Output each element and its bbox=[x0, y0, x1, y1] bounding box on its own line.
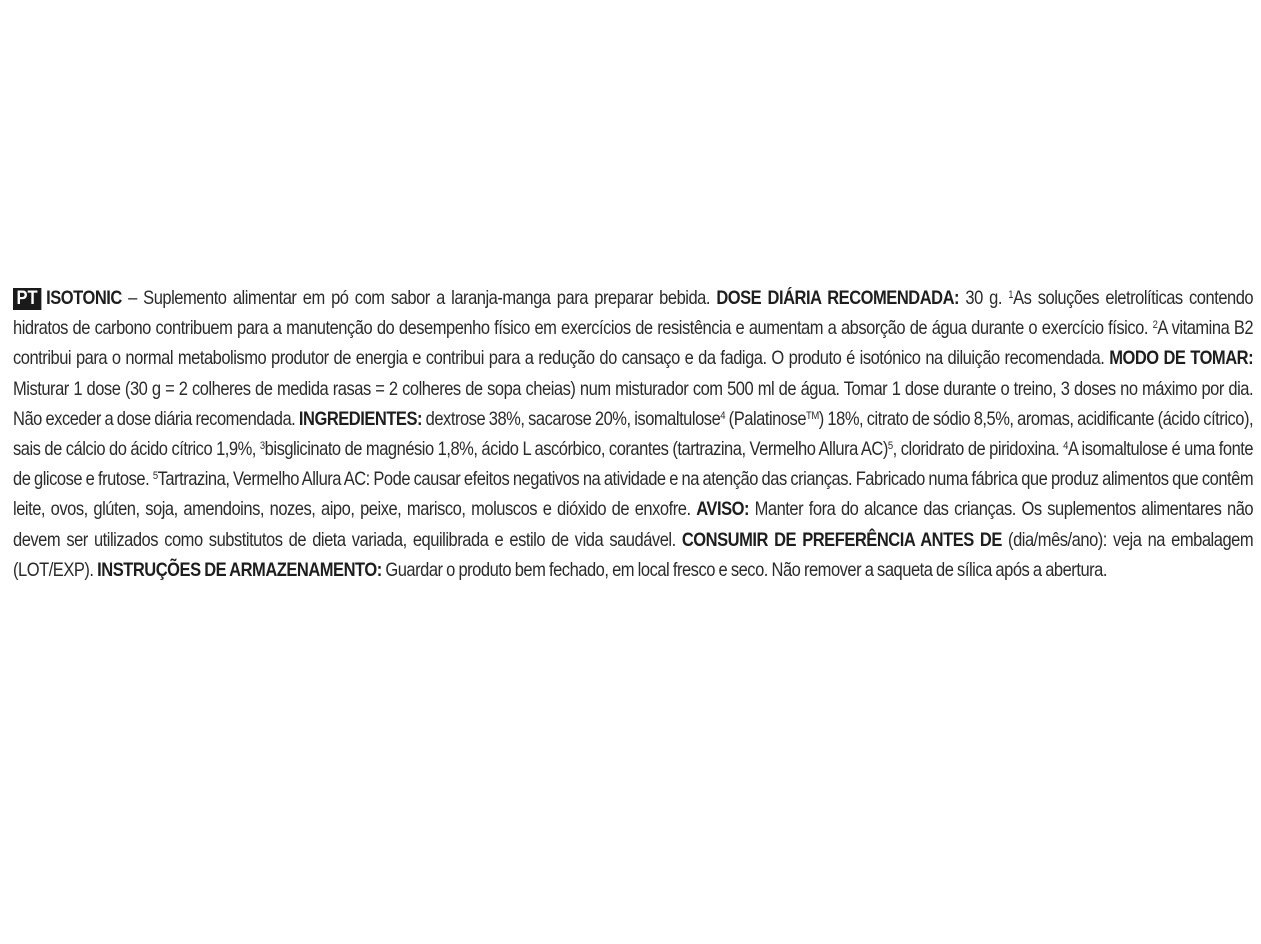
usage-text: Misturar 1 dose (30 g = 2 colheres de medida rasas = 2 colheres de sopa cheias) num misturador com 500 ml de água. Tomar 1 dose durante o treino, 3 doses no máximo por dia. Não exceder a dose diária recomendada. bbox=[13, 378, 1254, 430]
warning-text: Manter fora do alcance das crianças. Os suplementos alimentares não devem ser utilizados como substitutos de dieta variada, equilibrada e estilo de vida saudável. bbox=[13, 499, 1254, 551]
storage-heading: INSTRUÇÕES DE ARMAZENAMENTO: bbox=[97, 559, 382, 581]
product-description: – Suplemento alimentar em pó com sabor a laranja-manga para preparar bebida. bbox=[121, 288, 717, 309]
footnote-isomaltulose: A isomaltulose é uma fonte de glicose e frutose. bbox=[13, 439, 1254, 491]
recommended-dose-heading: DOSE DIÁRIA RECOMENDADA: bbox=[716, 288, 960, 309]
footnote-marker-4: 4 bbox=[720, 409, 726, 422]
footnote-marker-1: 1 bbox=[1008, 289, 1014, 301]
claim-vitamin-b2: A vitamina B2 contribui para o normal metabolismo produtor de energia e contribui para a redução do cansaço e da fadiga. O produto é isotónico na diluição recomendada. bbox=[13, 318, 1254, 370]
recommended-dose-value: 30 g. bbox=[959, 288, 1009, 309]
claim-electrolytes: As soluções eletrolíticas contendo hidratos de carbono contribuem para a manutenção do desempenho físico em exercícios de resistência e aumentam a absorção de água durante o exercício físico. bbox=[13, 288, 1254, 340]
best-before-heading: CONSUMIR DE PREFERÊNCIA ANTES DE bbox=[681, 529, 1002, 551]
ingredients-text-1: dextrose 38%, sacarose 20%, isomaltulose bbox=[422, 408, 721, 430]
footnote-colorants-and-allergens: Tartrazina, Vermelho Allura AC: Pode causar efeitos negativos na atividade e na atenção das crianças. Fabricado numa fábrica que produz alimentos que contêm leite, ovos, glúten, soja, amendoins, nozes, aipo, peixe, marisco, moluscos e dióxido de enxofre. bbox=[13, 469, 1254, 521]
footnote-marker-3: 3 bbox=[259, 440, 265, 453]
trademark-mark: TM bbox=[806, 409, 819, 422]
ingredients-heading: INGREDIENTES: bbox=[298, 408, 423, 430]
usage-heading: MODO DE TOMAR: bbox=[1109, 348, 1254, 370]
footnote-marker-2: 2 bbox=[1152, 319, 1158, 332]
footnote-marker-5: 5 bbox=[887, 440, 893, 453]
ingredients-text-3: ) 18%, citrato de sódio 8,5%, aromas, acidificante (ácido cítrico), sais de cálcio do ácido cítrico 1,9%, bbox=[13, 408, 1254, 461]
footnote-marker-4-note: 4 bbox=[1063, 440, 1068, 453]
warning-heading: AVISO: bbox=[696, 499, 749, 521]
product-name: ISOTONIC bbox=[46, 288, 122, 309]
ingredients-text-2: (Palatinose bbox=[725, 408, 807, 430]
language-badge: PT bbox=[13, 288, 41, 310]
storage-text: Guardar o produto bem fechado, em local fresco e seco. Não remover a saqueta de sílica após a abertura. bbox=[381, 559, 1108, 581]
product-label-text-pt bbox=[13, 284, 1253, 586]
footnote-marker-5-note: 5 bbox=[152, 470, 158, 483]
ingredients-text-4: bisglicinato de magnésio 1,8%, ácido L ascórbico, corantes (tartrazina, Vermelho Allura AC) bbox=[264, 439, 888, 461]
ingredients-text-5: , cloridrato de piridoxina. bbox=[892, 439, 1064, 461]
best-before-text: (dia/mês/ano): veja na embalagem (LOT/EXP). bbox=[13, 529, 1254, 581]
